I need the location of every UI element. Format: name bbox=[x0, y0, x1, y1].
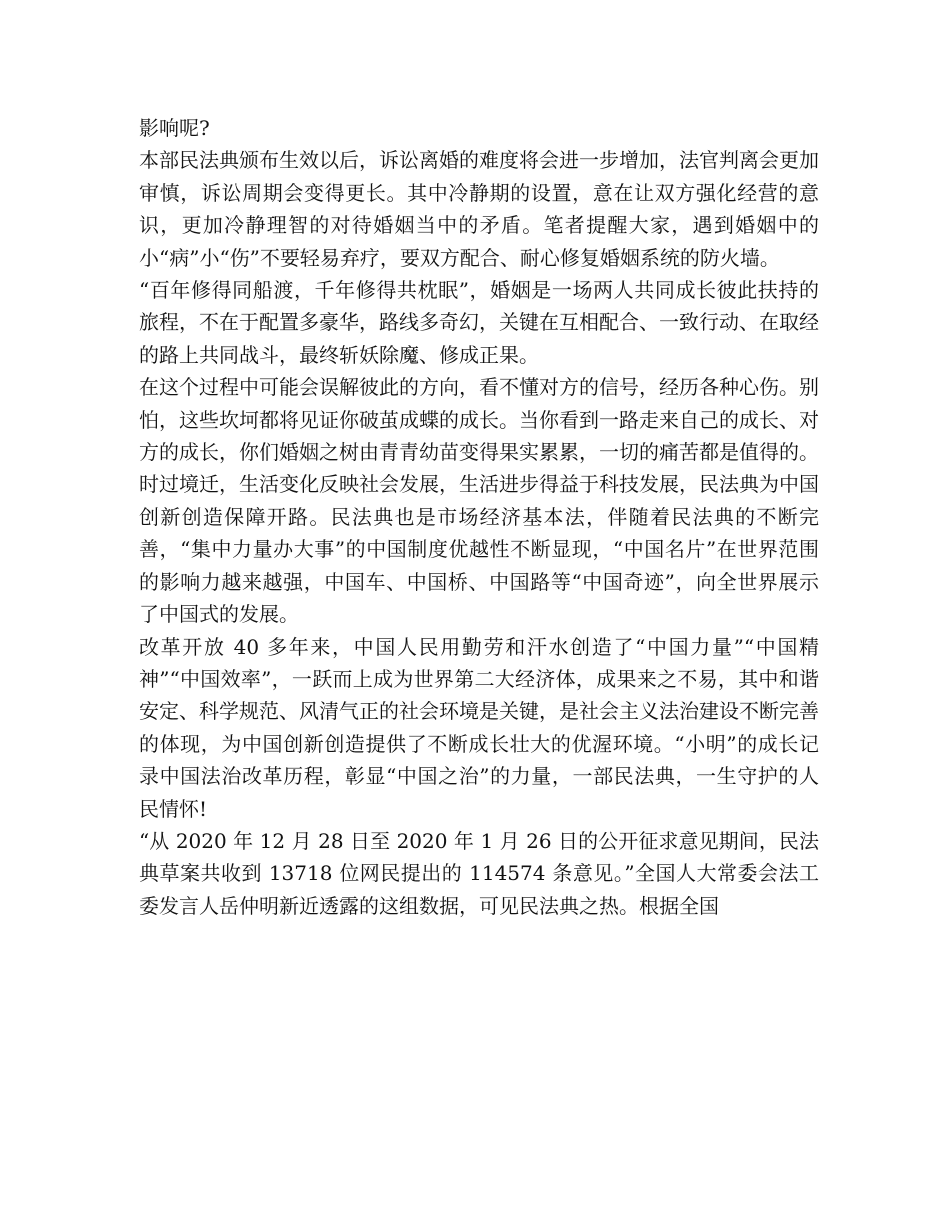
paragraph-3: “百年修得同船渡，千年修得共枕眠”，婚姻是一场两人共同成长彼此扶持的旅程，不在于配置多豪华，路线多奇幻，关键在互相配合、一致行动、在取经的路上共同战斗，最终斩妖除魔、修成正果。 bbox=[139, 278, 819, 367]
paragraph-2: 本部民法典颁布生效以后，诉讼离婚的难度将会进一步增加，法官判离会更加审慎，诉讼周期会变得更长。其中冷静期的设置，意在让双方强化经营的意识，更加冷静理智的对待婚姻当中的矛盾。笔者提醒大家，遇到婚姻中的小“病”小“伤”不要轻易弃疗，要双方配合、耐心修复婚姻系统的防火墙。 bbox=[139, 148, 819, 270]
paragraph-5: 时过境迁，生活变化反映社会发展，生活进步得益于科技发展，民法典为中国创新创造保障开路。民法典也是市场经济基本法，伴随着民法典的不断完善，“集中力量办大事”的中国制度优越性不断显现，“中国名片”在世界范围的影响力越来越强，中国车、中国桥、中国路等“中国奇迹”，向全世界展示了中国式的发展。 bbox=[139, 472, 819, 627]
paragraph-7: “从 2020 年 12 月 28 日至 2020 年 1 月 26 日的公开征求意见期间，民法典草案共收到 13718 位网民提出的 114574 条意见。”全国人大常委会法工委发言人岳仲明新近透露的这组数据，可见民法典之热。根据全国 bbox=[139, 828, 819, 918]
paragraph-4: 在这个过程中可能会误解彼此的方向，看不懂对方的信号，经历各种心伤。别怕，这些坎坷都将见证你破茧成蝶的成长。当你看到一路走来自己的成长、对方的成长，你们婚姻之树由青青幼苗变得果实累累，一切的痛苦都是值得的。 bbox=[139, 375, 819, 465]
paragraph-1: 影响呢? bbox=[139, 116, 210, 140]
paragraph-6: 改革开放 40 多年来，中国人民用勤劳和汗水创造了“中国力量”“中国精神”“中国效率”，一跃而上成为世界第二大经济体，成果来之不易，其中和谐安定、科学规范、风清气正的社会环境是关键，是社会主义法治建设不断完善的体现，为中国创新创造提供了不断成长壮大的优渥环境。“小明”的成长记录中国法治改革历程，彰显“中国之治”的力量，一部民法典，一生守护的人民情怀! bbox=[139, 634, 819, 821]
document-body bbox=[139, 112, 819, 922]
